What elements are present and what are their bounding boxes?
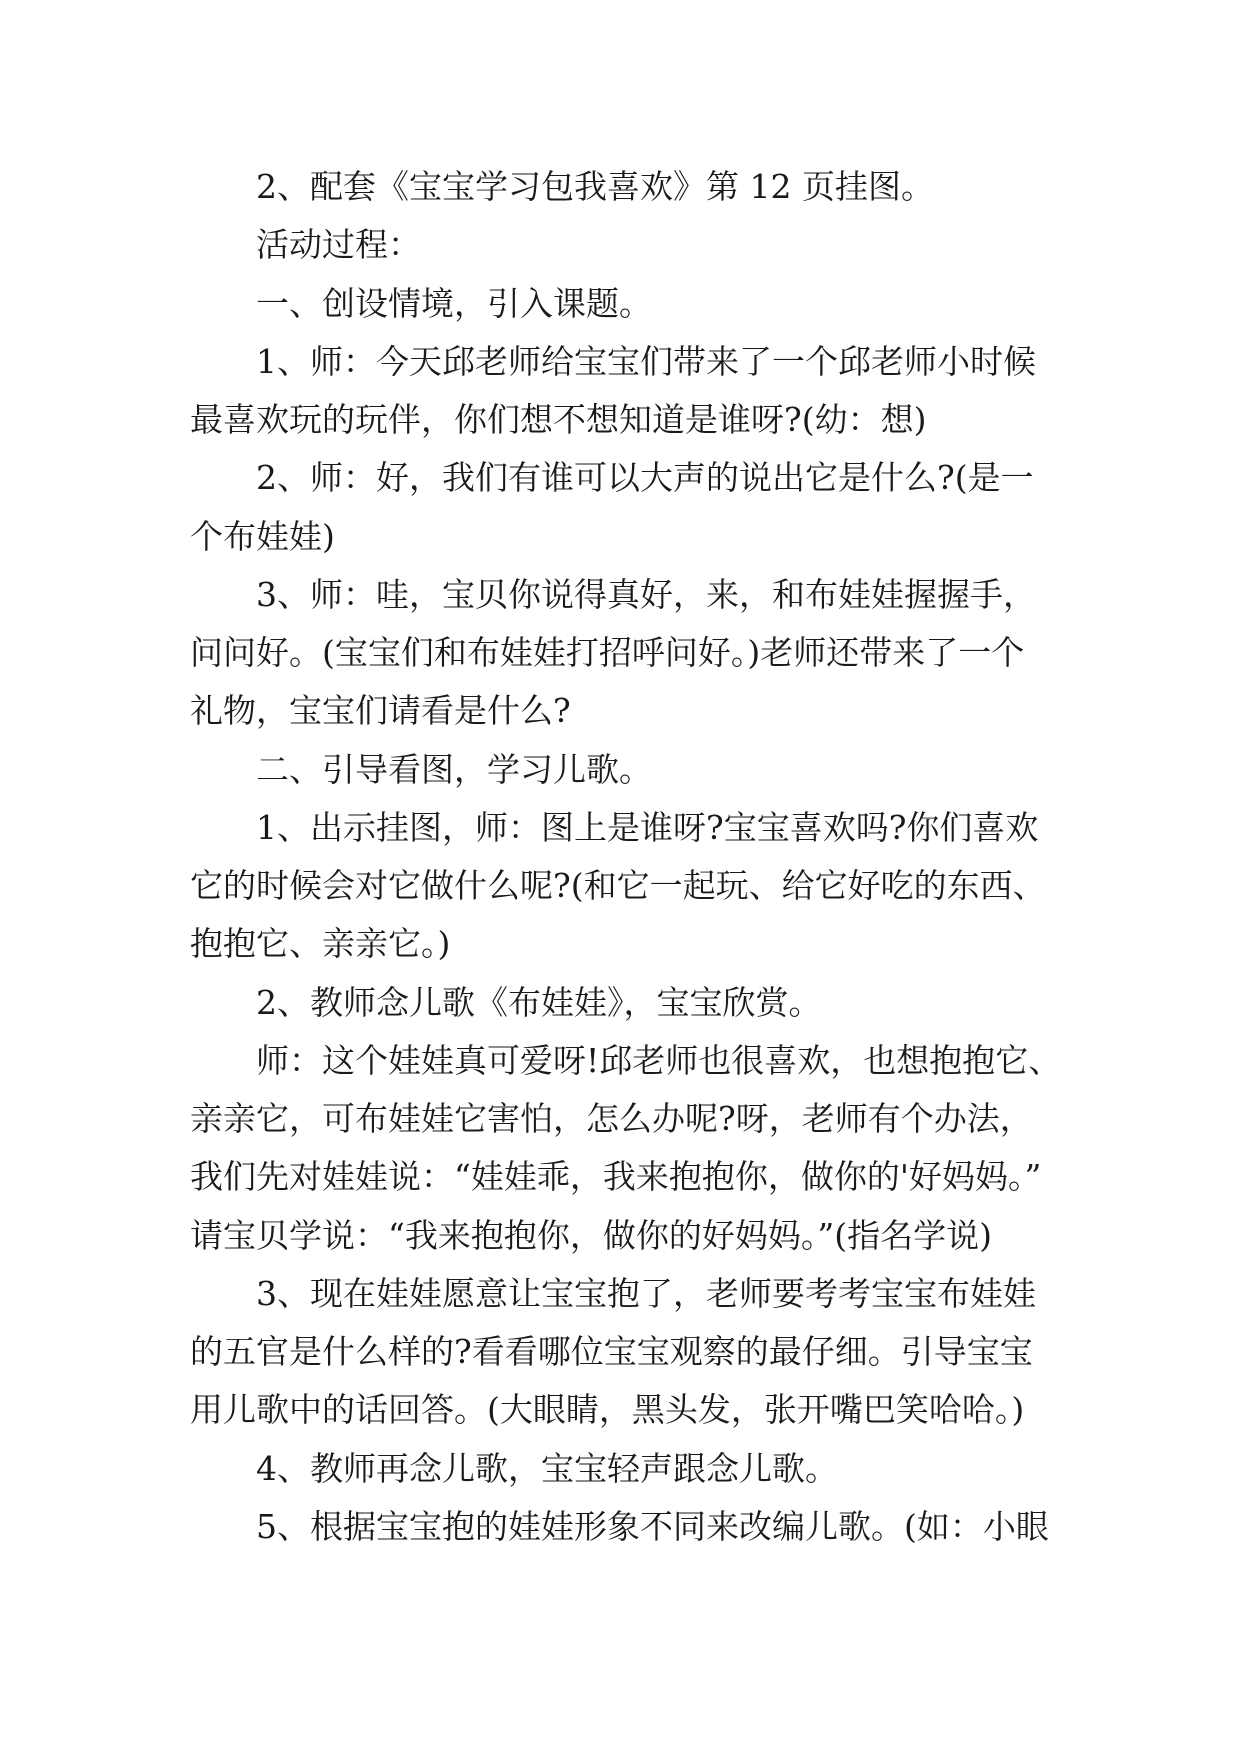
section-heading [190, 741, 1090, 799]
text-line: 2、教师念儿歌《布娃娃》，宝宝欣赏。 [256, 982, 822, 1022]
paragraph [190, 1265, 1090, 1440]
paragraph [190, 974, 1090, 1032]
text-line: 我们先对娃娃说：“娃娃乖，我来抱抱你，做你的'好妈妈。” [190, 1157, 1042, 1197]
section-heading [190, 275, 1090, 333]
text-line: 最喜欢玩的玩伴，你们想不想知道是谁呀?(幼：想) [190, 400, 927, 439]
document-body [190, 158, 1090, 1556]
text-line: 活动过程： [256, 225, 421, 265]
text-line: 礼物，宝宝们请看是什么? [190, 691, 571, 731]
text-line: 抱抱它、亲亲它。) [190, 924, 451, 964]
text-line: 用儿歌中的话回答。(大眼睛，黑头发，张开嘴巴笑哈哈。) [190, 1390, 1025, 1430]
text-line: 1、师：今天邱老师给宝宝们带来了一个邱老师小时候 [256, 341, 1036, 381]
paragraph [190, 566, 1090, 741]
text-line: 一、创设情境，引入课题。 [256, 283, 652, 323]
text-line: 个布娃娃) [190, 516, 335, 556]
text-line: 二、引导看图，学习儿歌。 [256, 749, 652, 789]
section-heading [190, 216, 1090, 274]
text-line: 问问好。(宝宝们和布娃娃打招呼问好。)老师还带来了一个 [190, 633, 1025, 672]
paragraph [190, 333, 1090, 450]
text-line: 2、师：好，我们有谁可以大声的说出它是什么?(是一 [256, 458, 1034, 498]
paragraph [190, 1440, 1090, 1498]
text-line: 它的时候会对它做什么呢?(和它一起玩、给它好吃的东西、 [190, 866, 1046, 905]
paragraph [190, 449, 1090, 566]
paragraph [190, 158, 1090, 216]
text-line: 亲亲它，可布娃娃它害怕，怎么办呢?呀，老师有个办法， [190, 1099, 1033, 1138]
text-line: 2、配套《宝宝学习包我喜欢》第 12 页挂图。 [256, 167, 934, 206]
paragraph [190, 1498, 1090, 1556]
paragraph [190, 1032, 1090, 1265]
paragraph [190, 799, 1090, 974]
text-line: 3、现在娃娃愿意让宝宝抱了，老师要考考宝宝布娃娃 [256, 1273, 1036, 1313]
text-line: 请宝贝学说：“我来抱抱你，做你的好妈妈。”(指名学说) [190, 1215, 992, 1255]
text-line: 师：这个娃娃真可爱呀!邱老师也很喜欢，也想抱抱它、 [256, 1040, 1062, 1080]
text-line: 1、出示挂图，师：图上是谁呀?宝宝喜欢吗?你们喜欢 [256, 807, 1039, 847]
text-line: 3、师：哇，宝贝你说得真好，来，和布娃娃握握手， [256, 574, 1036, 614]
text-line: 4、教师再念儿歌，宝宝轻声跟念儿歌。 [256, 1448, 838, 1488]
text-line: 5、根据宝宝抱的娃娃形象不同来改编儿歌。(如：小眼 [256, 1506, 1049, 1546]
text-line: 的五官是什么样的?看看哪位宝宝观察的最仔细。引导宝宝 [190, 1332, 1033, 1371]
